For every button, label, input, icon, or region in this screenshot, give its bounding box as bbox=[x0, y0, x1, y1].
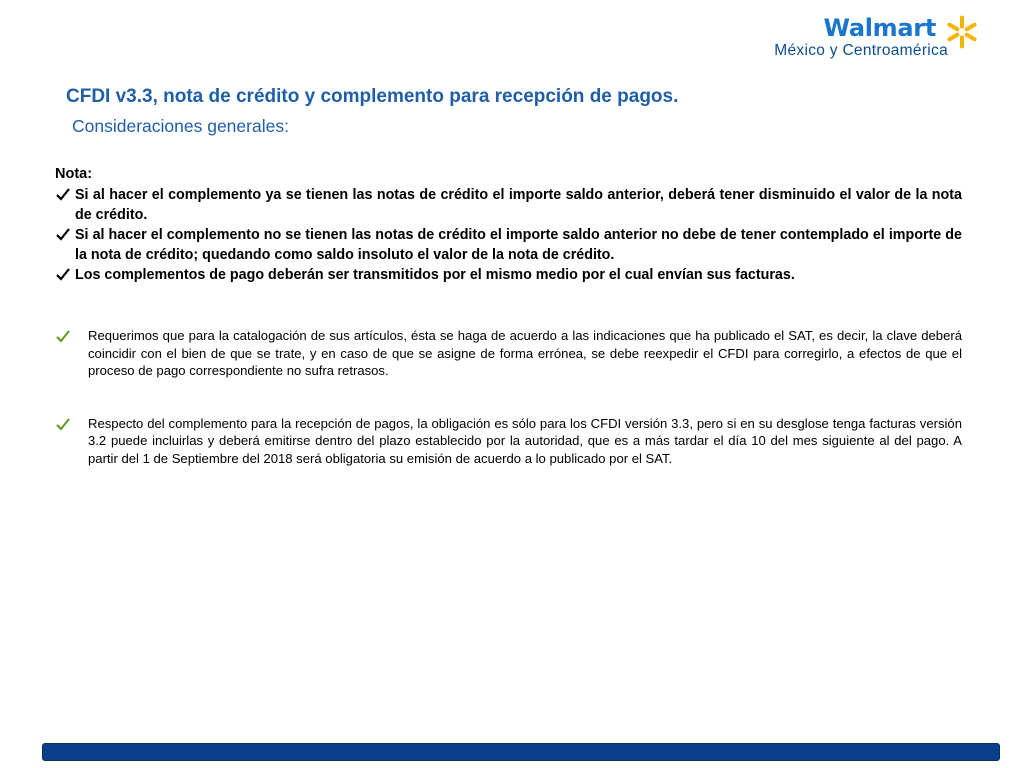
logo-tagline: México y Centroamérica bbox=[774, 42, 948, 59]
list-item bbox=[52, 415, 962, 468]
logo-brand-text: Walmart bbox=[823, 14, 936, 42]
walmart-logo bbox=[718, 10, 998, 60]
checkmark-icon bbox=[55, 185, 71, 203]
list-item bbox=[52, 327, 962, 380]
page-subtitle: Consideraciones generales: bbox=[72, 116, 289, 136]
footer-bar bbox=[42, 743, 1000, 761]
nota-list bbox=[52, 185, 962, 285]
checkmark-icon bbox=[55, 328, 71, 346]
main-content bbox=[52, 165, 962, 468]
paragraph-text: Respecto del complemento para la recepción de pagos, la obligación es sólo para los CFDI versión 3.3, pero si en su desglose tenga facturas versión 3.2 puede incluirlas y deberá emitirse dentro del plazo establecido por la autoridad, que es a más tardar el día 10 del mes siguiente al del pago. A partir del 1 de Septiembre del 2018 será obligatoria su emisión de acuerdo a lo publicado por el SAT. bbox=[88, 415, 962, 466]
checkmark-icon bbox=[55, 225, 71, 243]
checkmark-icon bbox=[55, 416, 71, 434]
nota-item-text: Si al hacer el complemento ya se tienen las notas de crédito el importe saldo anterior, deberá tener disminuido el valor de la nota de crédito. bbox=[75, 187, 962, 223]
paragraph-text: Requerimos que para la catalogación de sus artículos, ésta se haga de acuerdo a las indicaciones que ha publicado el SAT, es decir, la clave deberá coincidir con el bien de que se trate, y en caso de que se asigne de forma errónea, se debe reexpedir el CFDI para corregirlo, a efectos de que el proceso de pago correspondiente no sufra retrasos. bbox=[88, 328, 962, 379]
list-item bbox=[52, 225, 962, 265]
spark-icon bbox=[942, 14, 982, 50]
nota-label: Nota: bbox=[55, 166, 93, 182]
nota-item-text: Los complementos de pago deberán ser transmitidos por el mismo medio por el cual envían sus facturas. bbox=[75, 267, 795, 283]
page-title: CFDI v3.3, nota de crédito y complemento para recepción de pagos. bbox=[66, 86, 679, 107]
considerations-list bbox=[52, 327, 962, 468]
list-item bbox=[52, 185, 962, 225]
checkmark-icon bbox=[55, 265, 71, 283]
list-item bbox=[52, 265, 962, 285]
nota-item-text: Si al hacer el complemento no se tienen las notas de crédito el importe saldo anterior no debe de tener contemplado el importe de la nota de crédito; quedando como saldo insoluto el valor de la nota de crédito. bbox=[75, 227, 962, 263]
